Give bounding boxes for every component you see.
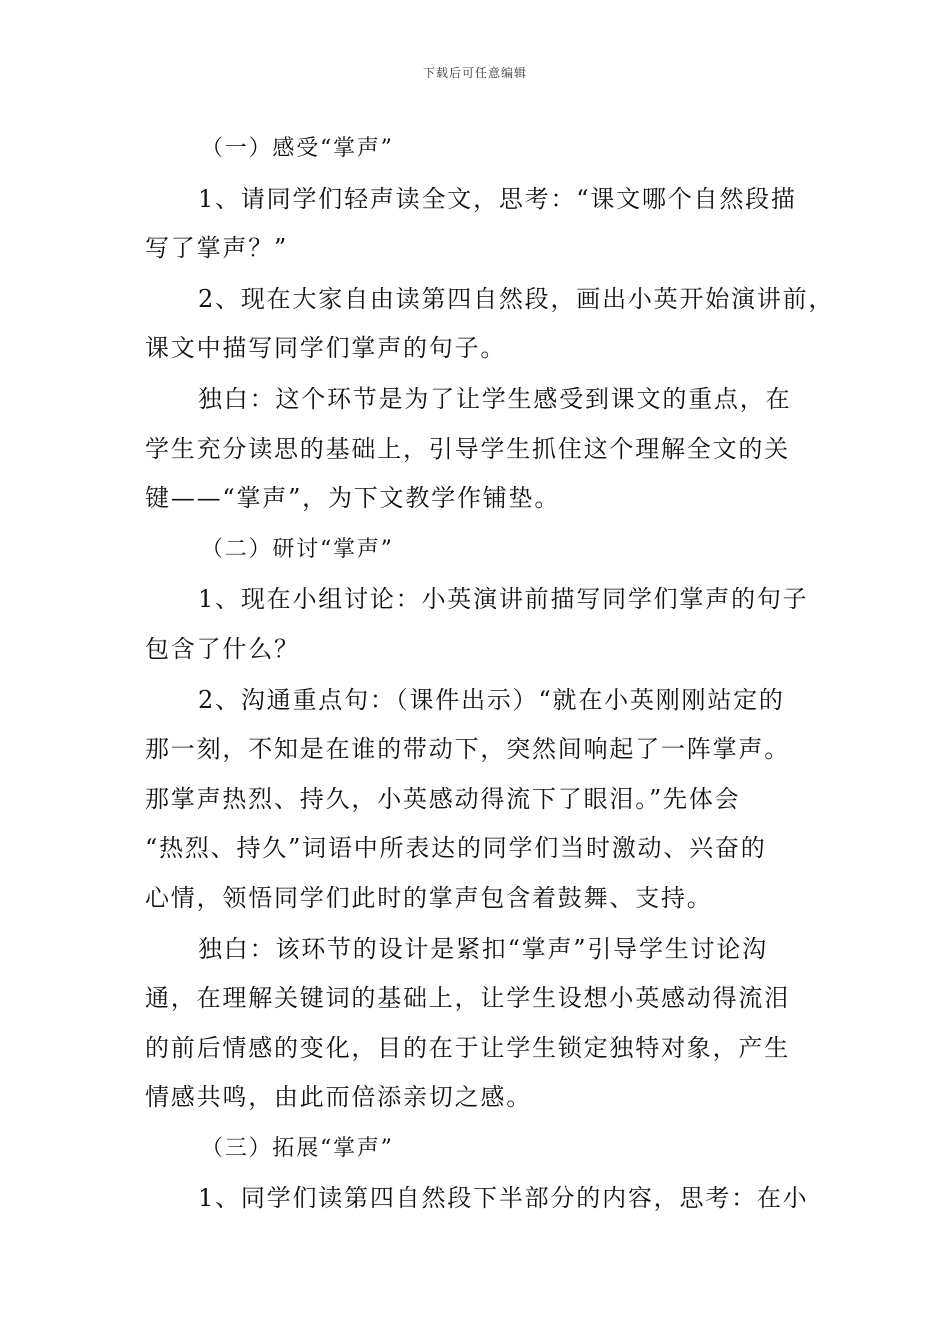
paragraph xyxy=(145,575,810,674)
text-line: 通，在理解关键词的基础上，让学生设想小英感动得流泪 xyxy=(145,984,790,1013)
text-line: 2、现在大家自由读第四自然段，画出小英开始演讲前， xyxy=(198,284,835,313)
text-line: 独白：这个环节是为了让学生感受到课文的重点，在 xyxy=(198,384,792,413)
paragraph xyxy=(145,275,835,374)
paragraph xyxy=(145,175,810,274)
text-line: 2、沟通重点句：（课件出示）“就在小英刚刚站定的 xyxy=(198,685,785,714)
text-line: （一）感受“掌声” xyxy=(201,136,394,161)
text-line: 包含了什么？ xyxy=(145,634,300,663)
text-line: 1、同学们读第四自然段下半部分的内容，思考：在小 xyxy=(198,1184,809,1213)
text-line: 那掌声热烈、持久，小英感动得流下了眼泪。”先体会 xyxy=(145,784,741,813)
text-line: 1、请同学们轻声读全文，思考：“课文哪个自然段描 xyxy=(198,184,797,213)
text-line: 的前后情感的变化，目的在于让学生锁定独特对象，产生 xyxy=(145,1033,790,1062)
text-line: （三）拓展“掌声” xyxy=(201,1135,394,1161)
text-line: 情感共鸣，由此而倍添亲切之感。 xyxy=(145,1083,532,1112)
paragraph xyxy=(145,375,810,524)
page-header: 下载后可任意编辑 xyxy=(422,66,527,80)
text-line: “热烈、持久”词语中所表达的同学们当时激动、兴奋的 xyxy=(145,834,767,863)
text-line: 心情，领悟同学们此时的掌声包含着鼓舞、支持。 xyxy=(145,883,713,912)
paragraph xyxy=(145,676,810,924)
text-line: 课文中描写同学们掌声的句子。 xyxy=(145,334,507,363)
paragraph xyxy=(145,1174,810,1224)
section-heading xyxy=(145,124,810,174)
text-line: 独白：该环节的设计是紧扣“掌声”引导学生讨论沟 xyxy=(198,934,768,963)
text-line: 键——“掌声”，为下文教学作铺垫。 xyxy=(145,484,561,513)
section-heading xyxy=(145,1124,810,1174)
text-line: 那一刻，不知是在谁的带动下，突然间响起了一阵掌声。 xyxy=(145,735,790,764)
text-line: 1、现在小组讨论：小英演讲前描写同学们掌声的句子 xyxy=(198,585,809,614)
text-line: 学生充分读思的基础上，引导学生抓住这个理解全文的关 xyxy=(145,434,790,463)
text-line: （二）研讨“掌声” xyxy=(201,536,394,562)
document-body xyxy=(145,124,835,1225)
text-line: 写了掌声？” xyxy=(145,234,289,263)
section-heading xyxy=(145,525,810,575)
paragraph xyxy=(145,925,810,1123)
